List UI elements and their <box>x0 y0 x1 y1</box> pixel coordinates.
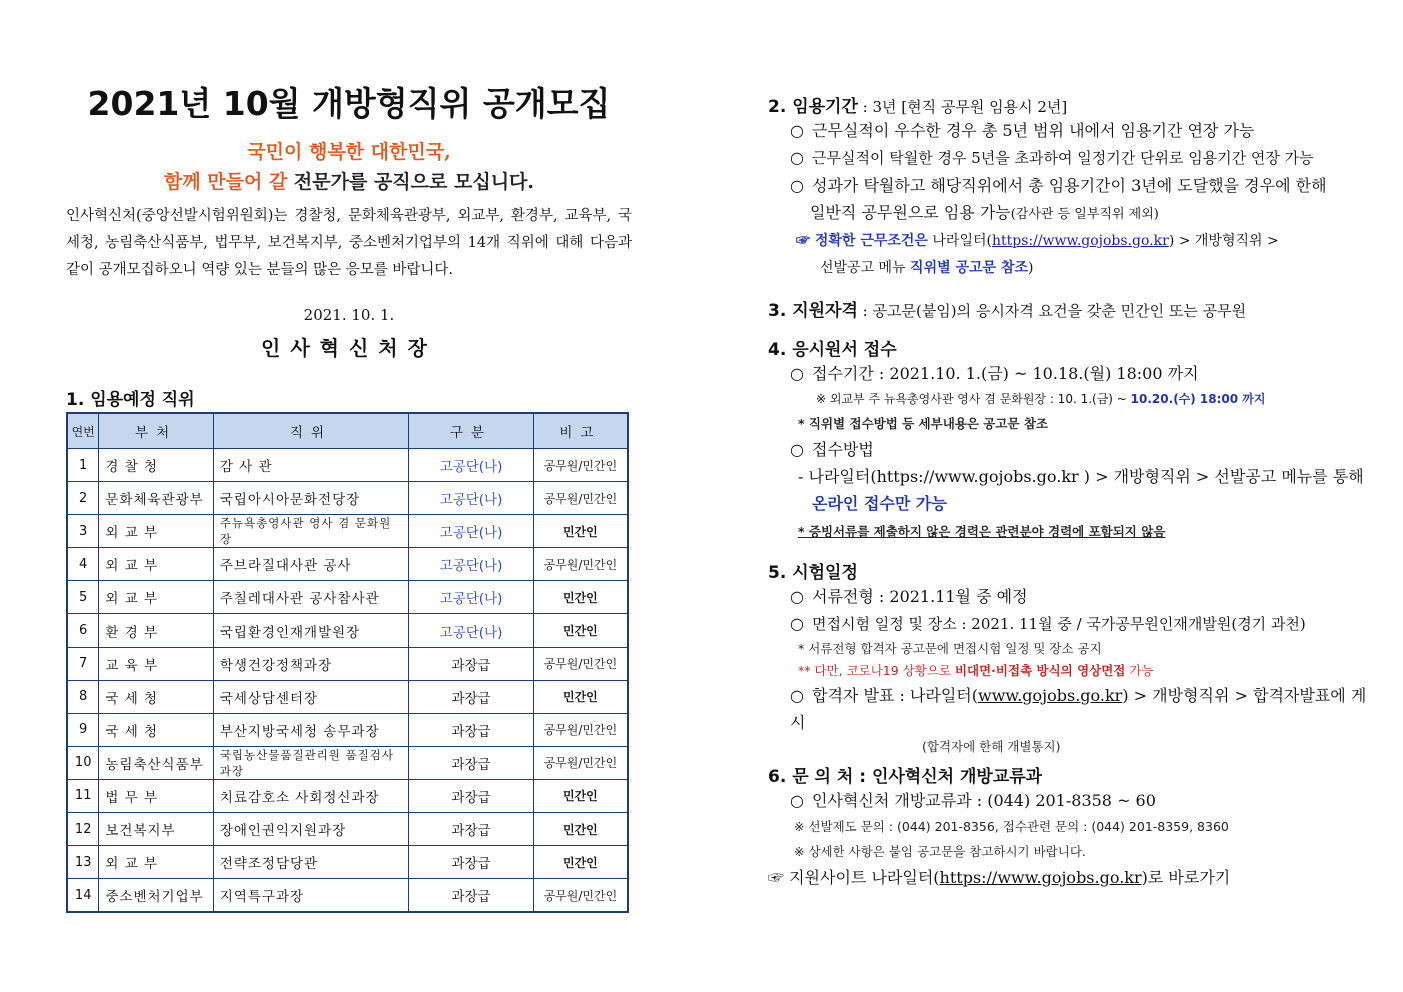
application-method-text: 접수방법 <box>812 440 874 459</box>
right-column <box>768 92 1368 891</box>
row-dept: 국 세 청 <box>99 713 213 746</box>
row-dept: 법 무 부 <box>99 779 213 812</box>
row-note: 민간인 <box>533 680 628 713</box>
header-job: 직위 <box>213 413 408 449</box>
header-no: 연번 <box>67 413 99 449</box>
row-number: 12 <box>67 813 99 846</box>
gojobs-link-3[interactable]: www.gojobs.go.kr <box>978 686 1123 705</box>
slogan-line2-highlight: 함께 만들어 갈 <box>163 171 288 193</box>
schedule-documents-text: 서류전형 : 2021.11월 중 예정 <box>812 587 1028 606</box>
circle-bullet-icon: ○ <box>790 148 804 167</box>
row-number: 13 <box>67 846 99 879</box>
section-eligibility-value: : 공고문(붙임)의 응시자격 요건을 갖춘 민간인 또는 공무원 <box>857 302 1247 320</box>
term-line-1 <box>768 117 1368 144</box>
term-line-1-text: 근무실적이 우수한 경우 총 5년 범위 내에서 임용기간 연장 가능 <box>812 121 1255 140</box>
row-job: 국립농산물품질관리원 품질검사과장 <box>213 746 408 779</box>
table-row <box>67 548 628 581</box>
schedule-documents <box>768 583 1368 610</box>
circle-bullet-icon: ○ <box>790 364 804 383</box>
term-reference-line <box>768 228 1368 255</box>
signer: 인사혁신처장 <box>261 336 437 360</box>
row-dept: 외 교 부 <box>99 581 213 614</box>
row-job: 주칠레대사관 공사참사관 <box>213 581 408 614</box>
row-grade: 고공단(나) <box>409 449 534 482</box>
table-row <box>67 779 628 812</box>
application-period-text: 접수기간 : 2021.10. 1.(금) ~ 10.18.(월) 18:00 까지 <box>812 364 1199 383</box>
row-dept: 보건복지부 <box>99 813 213 846</box>
circle-bullet-icon: ○ <box>790 176 804 195</box>
term-reference-bold: ☞ 정확한 근무조건은 <box>796 233 928 249</box>
row-dept: 국 세 청 <box>99 680 213 713</box>
header-note: 비고 <box>533 413 628 449</box>
row-number: 3 <box>67 515 99 548</box>
contact-line-text: 인사혁신처 개방교류과 : (044) 201-8358 ~ 60 <box>812 791 1156 810</box>
contact-note-1: ※ 선발제도 문의 : (044) 201-8356, 접수관련 문의 : (044) 201-8359, 8360 <box>794 819 1229 834</box>
circle-bullet-icon: ○ <box>790 121 804 140</box>
term-reference-l2-end: ) <box>1028 260 1034 276</box>
intro-paragraph: 인사혁신처(중앙선발시험위원회)는 경찰청, 문화체육관광부, 외교부, 환경부, 교육부, 국세청, 농림축산식품부, 법무부, 보건복지부, 중소벤처기업부의 14개 직위에 대해 다음과 같이 공개모집하오니 역량 있는 분들의 많은 응모를 바랍니다. <box>66 208 632 278</box>
application-note-pre: ※ 외교부 주 뉴욕총영사관 영사 겸 문화원장 : 10. 1.(금) ~ <box>816 392 1131 406</box>
row-number: 14 <box>67 879 99 913</box>
announcement-date: 2021. 10. 1. <box>303 306 395 324</box>
row-job: 지역특구과장 <box>213 879 408 913</box>
application-note-bold: 10.20.(수) 18:00 까지 <box>1130 392 1266 406</box>
schedule-note-2-post: 가능 <box>1125 663 1154 678</box>
table-row <box>67 680 628 713</box>
row-job: 국립아시아문화전당장 <box>213 482 408 515</box>
row-job: 감 사 관 <box>213 449 408 482</box>
section-term-title: 2. 임용기간 <box>768 97 858 117</box>
row-grade: 과장급 <box>409 779 534 812</box>
gojobs-link-4[interactable]: https://www.gojobs.go.kr <box>939 868 1142 887</box>
row-dept: 교 육 부 <box>99 647 213 680</box>
row-dept: 외 교 부 <box>99 548 213 581</box>
circle-bullet-icon: ○ <box>790 587 804 606</box>
gojobs-link-1[interactable]: https://www.gojobs.go.kr <box>991 233 1169 249</box>
schedule-note-2 <box>768 660 1368 682</box>
section-schedule: 5. 시험일정 <box>768 563 858 583</box>
row-job: 주뉴욕총영사관 영사 겸 문화원장 <box>213 515 408 548</box>
slogan <box>66 137 632 197</box>
site-shortcut-post: )로 바로가기 <box>1141 868 1231 887</box>
row-number: 10 <box>67 746 99 779</box>
term-reference-l2-bold: 직위별 공고문 참조 <box>910 260 1028 276</box>
row-grade: 과장급 <box>409 879 534 913</box>
section-eligibility <box>768 296 1368 321</box>
evidence-warning: * 증빙서류를 제출하지 않은 경력은 관련분야 경력에 포함되지 않음 <box>798 524 1166 539</box>
circle-bullet-icon: ○ <box>790 791 804 810</box>
header-dept: 부처 <box>99 413 213 449</box>
slogan-line1: 국민이 행복한 대한민국, <box>247 141 451 163</box>
row-note: 민간인 <box>533 581 628 614</box>
row-job: 학생건강정책과장 <box>213 647 408 680</box>
contact-note-2: ※ 상세한 사항은 붙임 공고문을 참고하시기 바랍니다. <box>794 844 1086 859</box>
row-note: 공무원/민간인 <box>533 713 628 746</box>
row-grade: 과장급 <box>409 680 534 713</box>
schedule-results-pre: 합격자 발표 : 나라일터( <box>812 686 978 705</box>
application-method-pre: - 나라일터( <box>798 467 877 486</box>
slogan-line2-rest: 전문가를 공직으로 모십니다. <box>287 171 535 193</box>
schedule-note-1: * 서류전형 합격자 공고문에 면접시험 일정 및 장소 공지 <box>798 641 1102 656</box>
table-row <box>67 647 628 680</box>
schedule-interview <box>768 610 1368 638</box>
table-row <box>67 515 628 548</box>
row-number: 1 <box>67 449 99 482</box>
row-job: 국립환경인재개발원장 <box>213 614 408 647</box>
left-column <box>66 78 632 913</box>
term-line-3-text: 성과가 탁월하고 해당직위에서 총 임용기간이 3년에 도달했을 경우에 한해 <box>812 176 1327 195</box>
row-job: 국세상담센터장 <box>213 680 408 713</box>
section-contact: 6. 문 의 처 : 인사혁신처 개방교류과 <box>768 767 1043 787</box>
table-row <box>67 713 628 746</box>
table-row <box>67 614 628 647</box>
row-dept: 외 교 부 <box>99 846 213 879</box>
row-dept: 중소벤처기업부 <box>99 879 213 913</box>
row-grade: 고공단(나) <box>409 614 534 647</box>
row-dept: 외 교 부 <box>99 515 213 548</box>
application-star-note: * 직위별 접수방법 등 세부내용은 공고문 참조 <box>798 416 1048 431</box>
circle-bullet-icon: ○ <box>790 686 804 705</box>
page-title: 2021년 10월 개방형직위 공개모집 <box>87 84 611 123</box>
schedule-results-note: (합격자에 한해 개별통지) <box>922 739 1061 754</box>
table-row <box>67 581 628 614</box>
row-number: 11 <box>67 779 99 812</box>
row-dept: 환 경 부 <box>99 614 213 647</box>
row-job: 주브라질대사관 공사 <box>213 548 408 581</box>
schedule-note-2-bold: 비대면·비접촉 방식의 영상면접 <box>954 663 1126 678</box>
term-line-4-text: 일반직 공무원으로 임용 가능 <box>810 203 1011 222</box>
section-application: 4. 응시원서 접수 <box>768 340 897 360</box>
section-term-value: : 3년 [현직 공무원 임용시 2년] <box>857 98 1068 116</box>
row-note: 공무원/민간인 <box>533 548 628 581</box>
header-grade: 구분 <box>409 413 534 449</box>
term-line-4 <box>768 199 1368 228</box>
row-job: 전략조정담당관 <box>213 846 408 879</box>
row-number: 4 <box>67 548 99 581</box>
online-only-note: 온라인 접수만 가능 <box>812 494 947 513</box>
row-number: 5 <box>67 581 99 614</box>
section-term <box>768 92 1368 117</box>
circle-bullet-icon: ○ <box>790 440 804 459</box>
application-period <box>768 360 1368 387</box>
table-row <box>67 846 628 879</box>
row-dept: 문화체육관광부 <box>99 482 213 515</box>
row-note: 공무원/민간인 <box>533 879 628 913</box>
positions-table <box>66 412 629 913</box>
term-reference-line-2 <box>768 255 1368 282</box>
section-eligibility-title: 3. 지원자격 <box>768 301 858 321</box>
row-grade: 고공단(나) <box>409 515 534 548</box>
circle-bullet-icon: ○ <box>790 614 804 633</box>
table-body <box>67 449 628 913</box>
table-header-row <box>67 413 628 449</box>
row-note: 공무원/민간인 <box>533 647 628 680</box>
row-note: 공무원/민간인 <box>533 482 628 515</box>
term-line-2-text: 근무실적이 탁월한 경우 5년을 초과하여 일정기간 단위로 임용기간 연장 가능 <box>812 149 1314 167</box>
row-number: 9 <box>67 713 99 746</box>
row-dept: 경 찰 청 <box>99 449 213 482</box>
table-row <box>67 449 628 482</box>
row-note: 공무원/민간인 <box>533 746 628 779</box>
row-grade: 과장급 <box>409 647 534 680</box>
contact-line <box>768 787 1368 814</box>
application-period-note <box>768 387 1368 411</box>
application-method-post: ) > 개방형직위 > 선발공고 메뉴를 통해 <box>1078 467 1364 486</box>
row-note: 민간인 <box>533 846 628 879</box>
table-row <box>67 746 628 779</box>
gojobs-link-2[interactable]: https://www.gojobs.go.kr <box>876 467 1079 486</box>
term-reference-after: ) > 개방형직위 > <box>1168 233 1279 249</box>
term-reference-mid: 나라일터( <box>927 233 992 249</box>
slogan-line2 <box>66 167 632 197</box>
schedule-note-2-pre: ** 다만, 코로나19 상황으로 <box>798 663 955 678</box>
row-job: 치료감호소 사회정신과장 <box>213 779 408 812</box>
row-note: 민간인 <box>533 614 628 647</box>
term-line-2 <box>768 144 1368 172</box>
row-number: 6 <box>67 614 99 647</box>
row-note: 민간인 <box>533 779 628 812</box>
schedule-results-post: ) > 개방형직위 > 합격자발표에 게시 <box>790 686 1367 732</box>
row-job: 부산지방국세청 송무과장 <box>213 713 408 746</box>
table-row <box>67 813 628 846</box>
row-note: 공무원/민간인 <box>533 449 628 482</box>
term-line-3 <box>768 172 1368 199</box>
row-number: 8 <box>67 680 99 713</box>
term-line-4-note: (감사관 등 일부직위 제외) <box>1010 207 1159 222</box>
row-number: 2 <box>67 482 99 515</box>
application-method <box>768 436 1368 463</box>
row-dept: 농림축산식품부 <box>99 746 213 779</box>
row-note: 민간인 <box>533 813 628 846</box>
row-job: 장애인권익지원과장 <box>213 813 408 846</box>
site-shortcut-pre: ☞ 지원사이트 나라일터( <box>768 868 940 887</box>
row-grade: 고공단(나) <box>409 548 534 581</box>
term-reference-l2-pre: 선발공고 메뉴 <box>820 260 911 276</box>
row-number: 7 <box>67 647 99 680</box>
row-grade: 과장급 <box>409 813 534 846</box>
row-note: 민간인 <box>533 515 628 548</box>
application-method-line <box>768 463 1368 490</box>
schedule-interview-text: 면접시험 일정 및 장소 : 2021. 11월 중 / 국가공무원인재개발원(경기 과천) <box>812 615 1306 633</box>
row-grade: 과장급 <box>409 846 534 879</box>
site-shortcut <box>768 864 1368 891</box>
row-grade: 고공단(나) <box>409 581 534 614</box>
section-positions-title: 1. 임용예정 직위 <box>66 390 195 410</box>
row-grade: 과장급 <box>409 713 534 746</box>
schedule-results <box>768 682 1368 736</box>
table-row <box>67 879 628 913</box>
row-grade: 과장급 <box>409 746 534 779</box>
row-grade: 고공단(나) <box>409 482 534 515</box>
table-row <box>67 482 628 515</box>
